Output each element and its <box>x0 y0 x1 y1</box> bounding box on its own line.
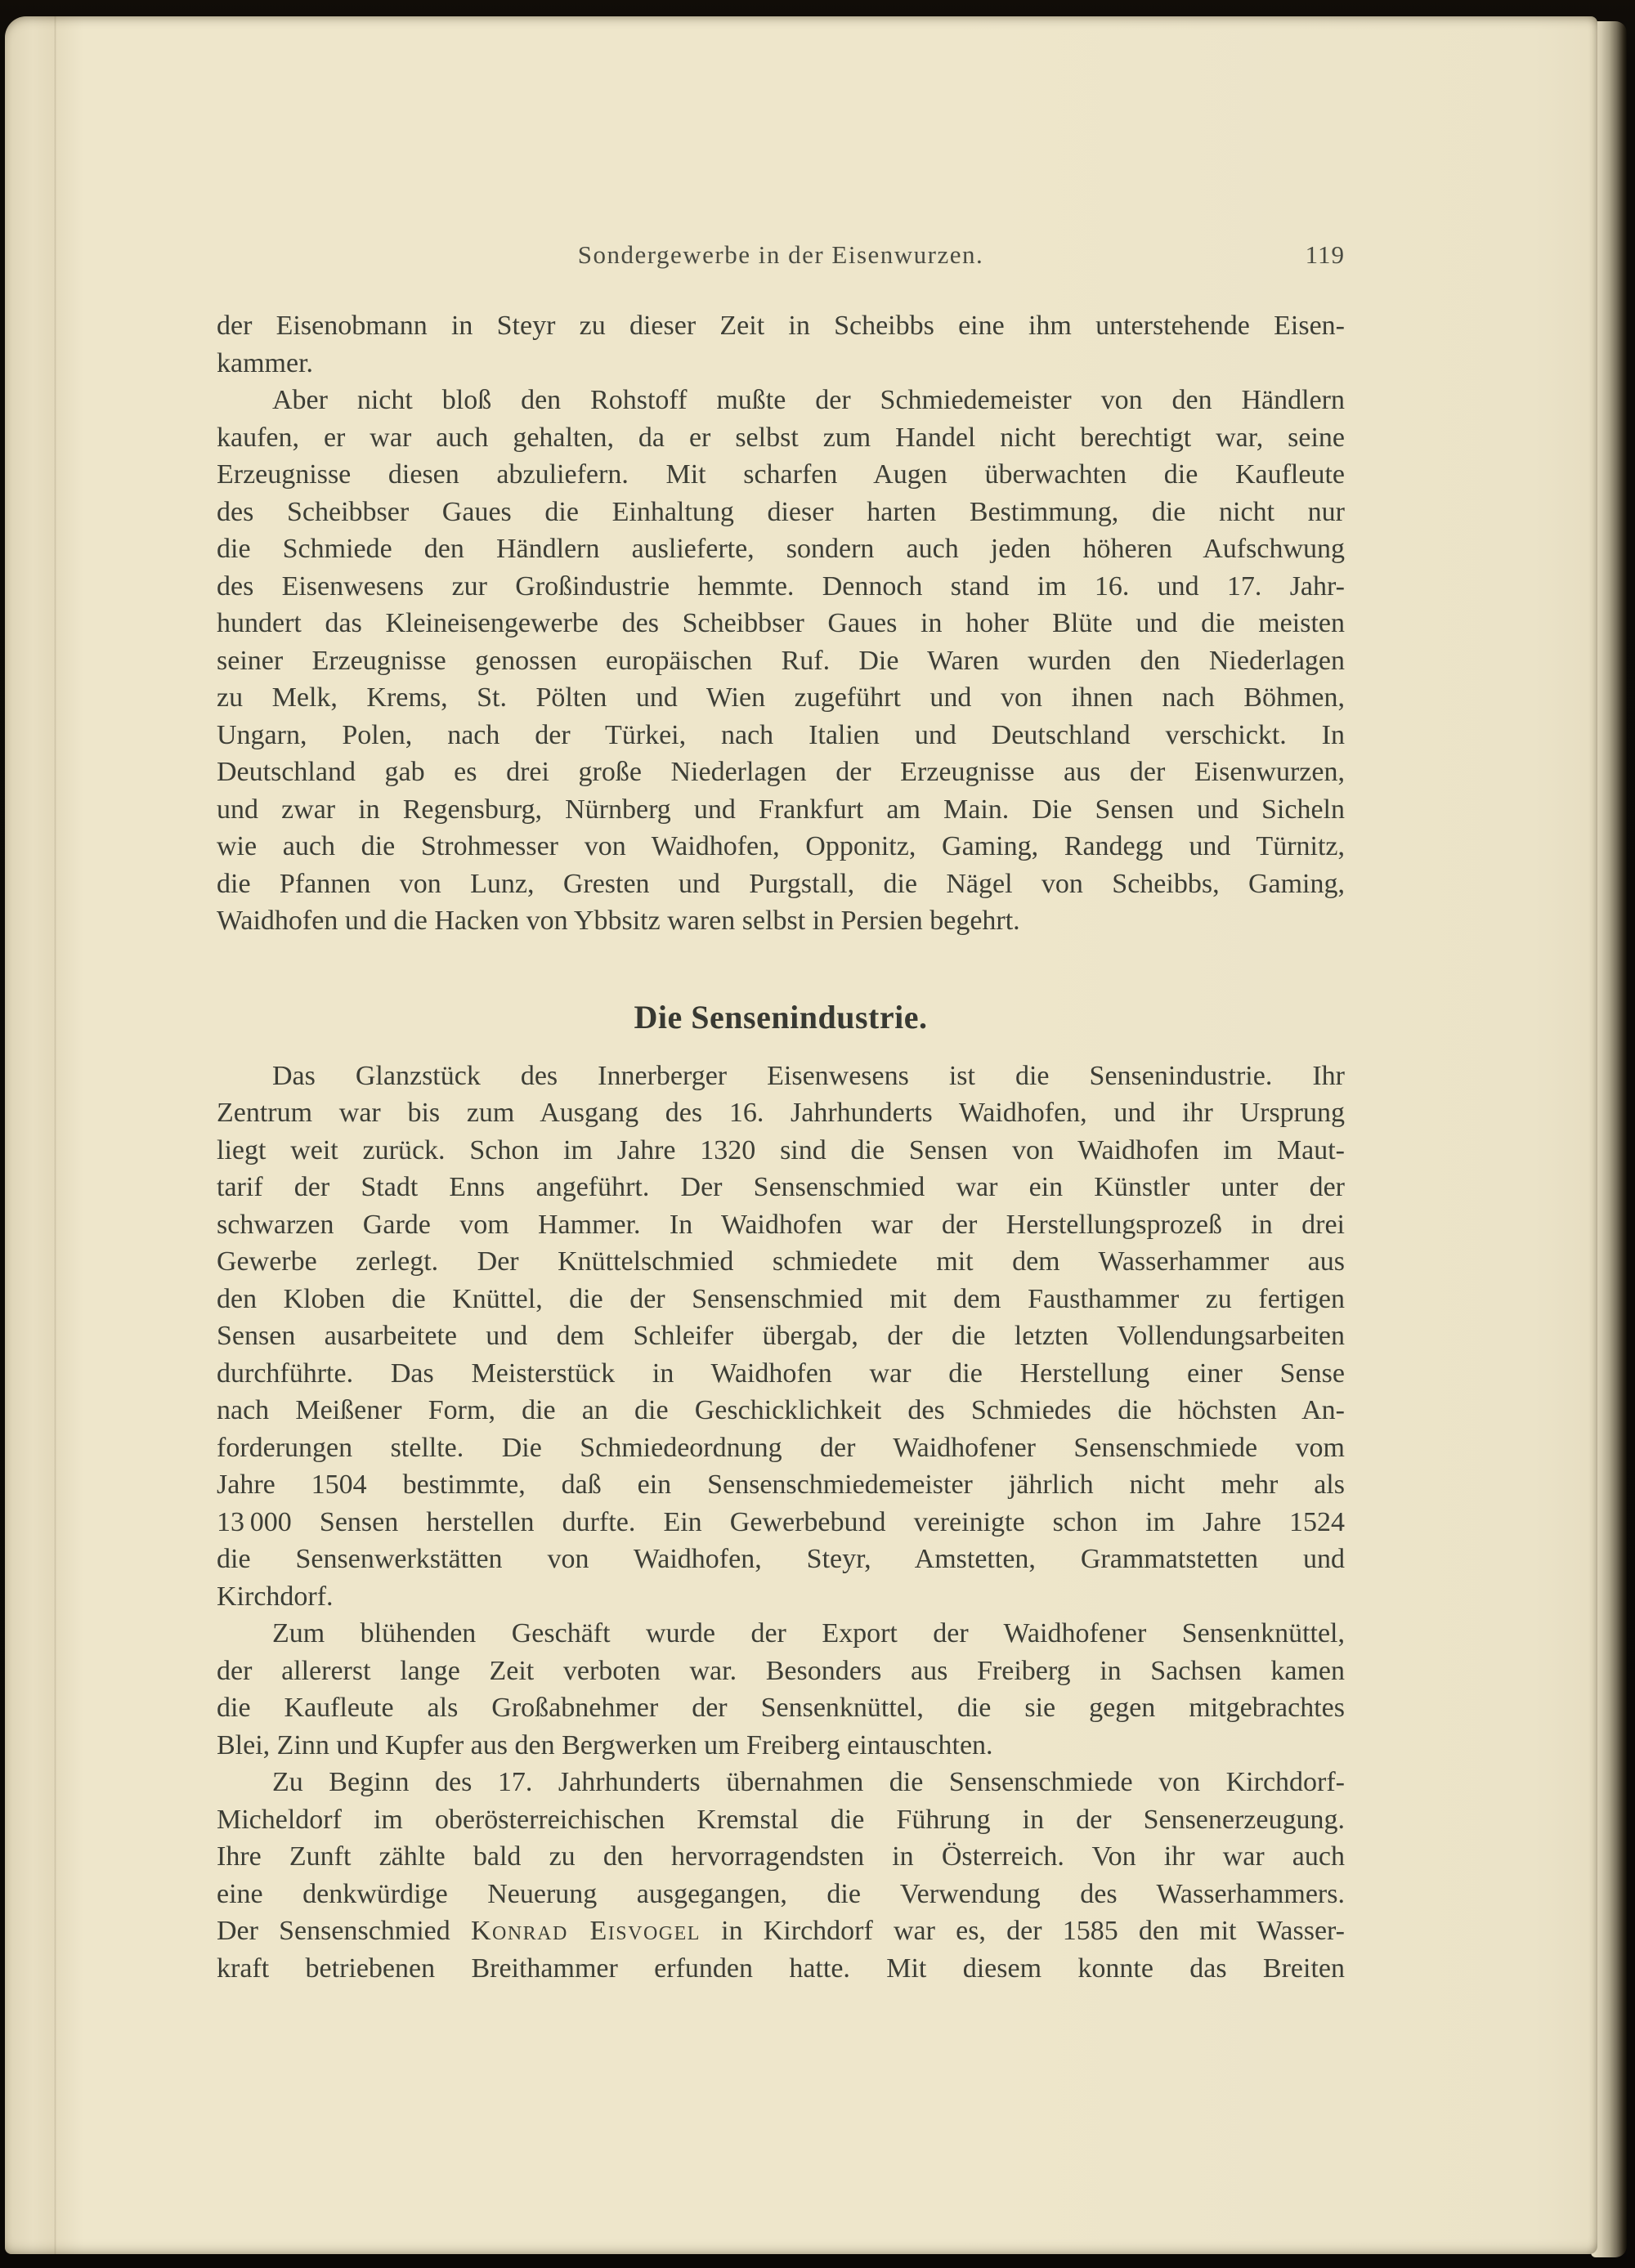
text-line: kammer. <box>217 347 314 378</box>
book-page <box>5 16 1597 2254</box>
section-heading: Die Sensenindustrie. <box>634 998 928 1036</box>
text-line: Deutschland gab es drei große Niederlagen der Erzeugnisse aus der Eisenwurzen, <box>217 757 1345 787</box>
text-line: die Pfannen von Lunz, Gresten und Purgstall, die Nägel von Scheibbs, Gaming, <box>217 868 1345 899</box>
text-line: der Eisenobmann in Steyr zu dieser Zeit in Scheibbs eine ihm unterstehende Eisen- <box>217 311 1345 341</box>
paragraph <box>217 1764 1345 1987</box>
text-line: 13 000 Sensen herstellen durfte. Ein Gewerbebund vereinigte schon im Jahre 1524 <box>217 1506 1345 1537</box>
text-line: Jahre 1504 bestimmte, daß ein Sensenschmiedemeister jährlich nicht mehr als <box>217 1470 1345 1500</box>
binding-crease <box>54 16 56 2254</box>
text-block <box>217 307 1345 1987</box>
text-line: durchführte. Das Meisterstück in Waidhofen war die Herstellung einer Sense <box>217 1358 1345 1389</box>
text-line: Zentrum war bis zum Ausgang des 16. Jahrhunderts Waidhofen, und ihr Ursprung <box>217 1098 1345 1128</box>
text-line: und zwar in Regensburg, Nürnberg und Frankfurt am Main. Die Sensen und Sicheln <box>217 794 1345 825</box>
text-line: liegt weit zurück. Schon im Jahre 1320 sind die Sensen von Waidhofen im Maut- <box>217 1134 1345 1165</box>
text-line: die Schmiede den Händlern auslieferte, sondern auch jeden höheren Aufschwung <box>217 534 1345 564</box>
text-line: Zum blühenden Geschäft wurde der Export der Waidhofener Sensenknüttel, <box>272 1618 1345 1648</box>
text-line: Aber nicht bloß den Rohstoff mußte der Schmiedemeister von den Händlern <box>272 385 1345 415</box>
text-line: Ungarn, Polen, nach der Türkei, nach Italien und Deutschland verschickt. In <box>217 719 1345 750</box>
running-header <box>217 239 1345 271</box>
text-line: Der Sensenschmied Konrad Eisvogel in Kirchdorf war es, der 1585 den mit Wasser- <box>217 1916 1345 1946</box>
text-line: Micheldorf im oberösterreichischen Kremstal die Führung in der Sensenerzeugung. <box>217 1804 1345 1835</box>
page-number: 119 <box>1305 240 1345 269</box>
text-line: tarif der Stadt Enns angeführt. Der Sensenschmied war ein Künstler unter der <box>217 1172 1345 1202</box>
text-line: seiner Erzeugnisse genossen europäischen Ruf. Die Waren wurden den Niederlagen <box>217 645 1345 676</box>
text-line: nach Meißener Form, die an die Geschicklichkeit des Schmiedes die höchsten An- <box>217 1395 1345 1425</box>
text-line: des Scheibbser Gaues die Einhaltung dieser harten Bestimmung, die nicht nur <box>217 496 1345 527</box>
text-line: zu Melk, Krems, St. Pölten und Wien zugeführt und von ihnen nach Böhmen, <box>217 682 1345 713</box>
text-line: Sensen ausarbeitete und dem Schleifer übergab, der die letzten Vollendungsarbeiten <box>217 1321 1345 1351</box>
paragraph <box>217 307 1345 382</box>
text-line: forderungen stellte. Die Schmiedeordnung der Waidhofener Sensenschmiede vom <box>217 1432 1345 1463</box>
text-line: eine denkwürdige Neuerung ausgegangen, die Verwendung des Wasserhammers. <box>217 1878 1345 1909</box>
paragraph <box>217 1058 1345 1616</box>
text-line: Blei, Zinn und Kupfer aus den Bergwerken um Freiberg eintauschten. <box>217 1729 993 1760</box>
text-line: kaufen, er war auch gehalten, da er selbst zum Handel nicht berechtigt war, seine <box>217 422 1345 453</box>
text-line: des Eisenwesens zur Großindustrie hemmte. Dennoch stand im 16. und 17. Jahr- <box>217 570 1345 602</box>
text-line: die Sensenwerkstätten von Waidhofen, Steyr, Amstetten, Grammatstetten und <box>217 1544 1345 1574</box>
text-line: hundert das Kleineisengewerbe des Scheibbser Gaues in hoher Blüte und die meisten <box>217 608 1345 638</box>
text-line: Kirchdorf. <box>217 1581 334 1612</box>
text-line: Erzeugnisse diesen abzuliefern. Mit scharfen Augen überwachten die Kaufleute <box>217 459 1345 490</box>
text-line: den Kloben die Knüttel, die der Sensenschmied mit dem Fausthammer zu fertigen <box>217 1283 1345 1314</box>
text-line: Gewerbe zerlegt. Der Knüttelschmied schmiedete mit dem Wasserhammer aus <box>217 1246 1345 1277</box>
paragraph <box>217 382 1345 940</box>
text-line: schwarzen Garde vom Hammer. In Waidhofen war der Herstellungsprozeß in drei <box>217 1209 1345 1240</box>
text-line: Das Glanzstück des Innerberger Eisenwesens ist die Sensenindustrie. Ihr <box>272 1060 1345 1091</box>
running-header-title: Sondergewerbe in der Eisenwurzen. <box>577 240 984 269</box>
paragraph <box>217 1615 1345 1764</box>
text-line: kraft betriebenen Breithammer erfunden hatte. Mit diesem konnte das Breiten <box>217 1953 1345 1984</box>
text-line: die Kaufleute als Großabnehmer der Sensenknüttel, die sie gegen mitgebrachtes <box>217 1693 1345 1723</box>
text-line: Zu Beginn des 17. Jahrhunderts übernahmen die Sensenschmiede von Kirchdorf- <box>272 1767 1345 1797</box>
text-line: Waidhofen und die Hacken von Ybbsitz waren selbst in Persien begehrt. <box>217 906 1020 936</box>
text-line: der allererst lange Zeit verboten war. Besonders aus Freiberg in Sachsen kamen <box>217 1655 1345 1686</box>
person-name-smallcaps: Konrad Eisvogel <box>470 1916 701 1946</box>
text-line: Ihre Zunft zählte bald zu den hervorragendsten in Österreich. Von ihr war auch <box>217 1841 1345 1872</box>
text-line: wie auch die Strohmesser von Waidhofen, Opponitz, Gaming, Randegg und Türnitz, <box>217 831 1345 861</box>
